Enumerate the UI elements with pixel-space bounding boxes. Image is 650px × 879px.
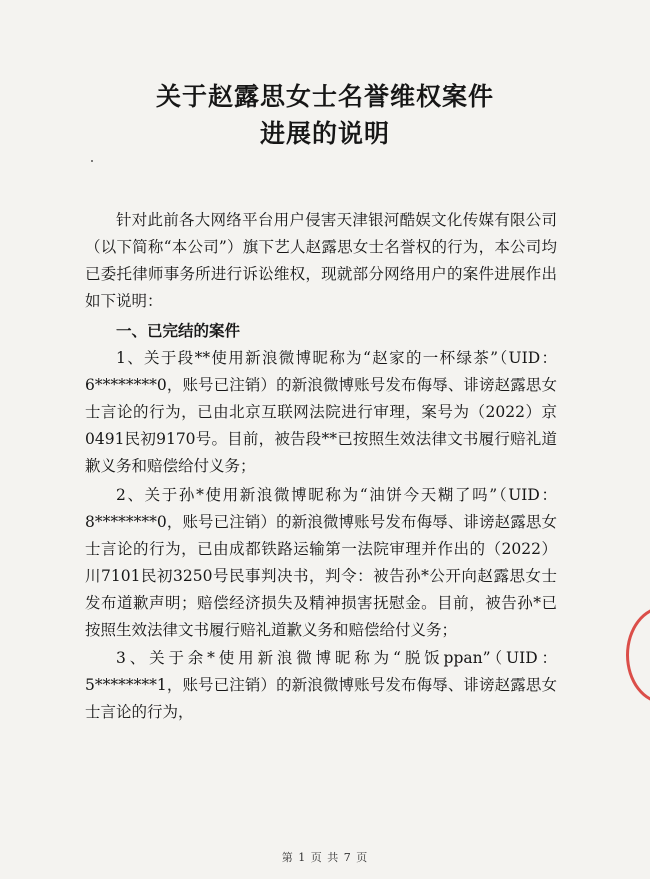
case-paragraph-3: 3、关于余*使用新浪微博昵称为“脱饭ppan”（UID：5********1，账号已注销）的新浪微博账号发布侮辱、诽谤赵露思女士言论的行为， bbox=[85, 649, 557, 722]
red-seal-fragment bbox=[626, 606, 650, 704]
section-heading: 一、已完结的案件 bbox=[116, 320, 241, 340]
title-line-2: 进展的说明 bbox=[259, 119, 390, 148]
intro-paragraph: 针对此前各大网络平台用户侵害天津银河酷娱文化传媒有限公司（以下简称“本公司”）旗下艺人赵露思女士名誉权的行为，本公司均已委托律师事务所进行诉讼维权，现就部分网络用户的案件进展作出如下说明： bbox=[85, 211, 557, 310]
document-title bbox=[0, 78, 650, 152]
scan-speck bbox=[91, 160, 93, 162]
page-footer: 第 1 页 共 7 页 bbox=[281, 851, 369, 864]
title-line-1: 关于赵露思女士名誉维权案件 bbox=[155, 82, 494, 111]
case-paragraph-2: 2、关于孙*使用新浪微博昵称为“油饼今天糊了吗”（UID：8********0，账号已注销）的新浪微博账号发布侮辱、诽谤赵露思女士言论的行为，已由成都铁路运输第一法院审理并作出的（2022）川7101民初3250号民事判决书，判令：被告孙*公开向赵露思女士发布道歉声明；赔偿经济损失及精神损害抚慰金。目前，被告孙*已按照生效法律文书履行赔礼道歉义务和赔偿给付义务； bbox=[85, 485, 557, 639]
document-body bbox=[85, 207, 557, 728]
case-paragraph-1: 1、关于段**使用新浪微博昵称为“赵家的一杯绿茶”（UID：6********0，账号已注销）的新浪微博账号发布侮辱、诽谤赵露思女士言论的行为，已由北京互联网法院进行审理，案号为（2022）京0491民初9170号。目前，被告段**已按照生效法律文书履行赔礼道歉义务和赔偿给付义务； bbox=[85, 349, 557, 476]
